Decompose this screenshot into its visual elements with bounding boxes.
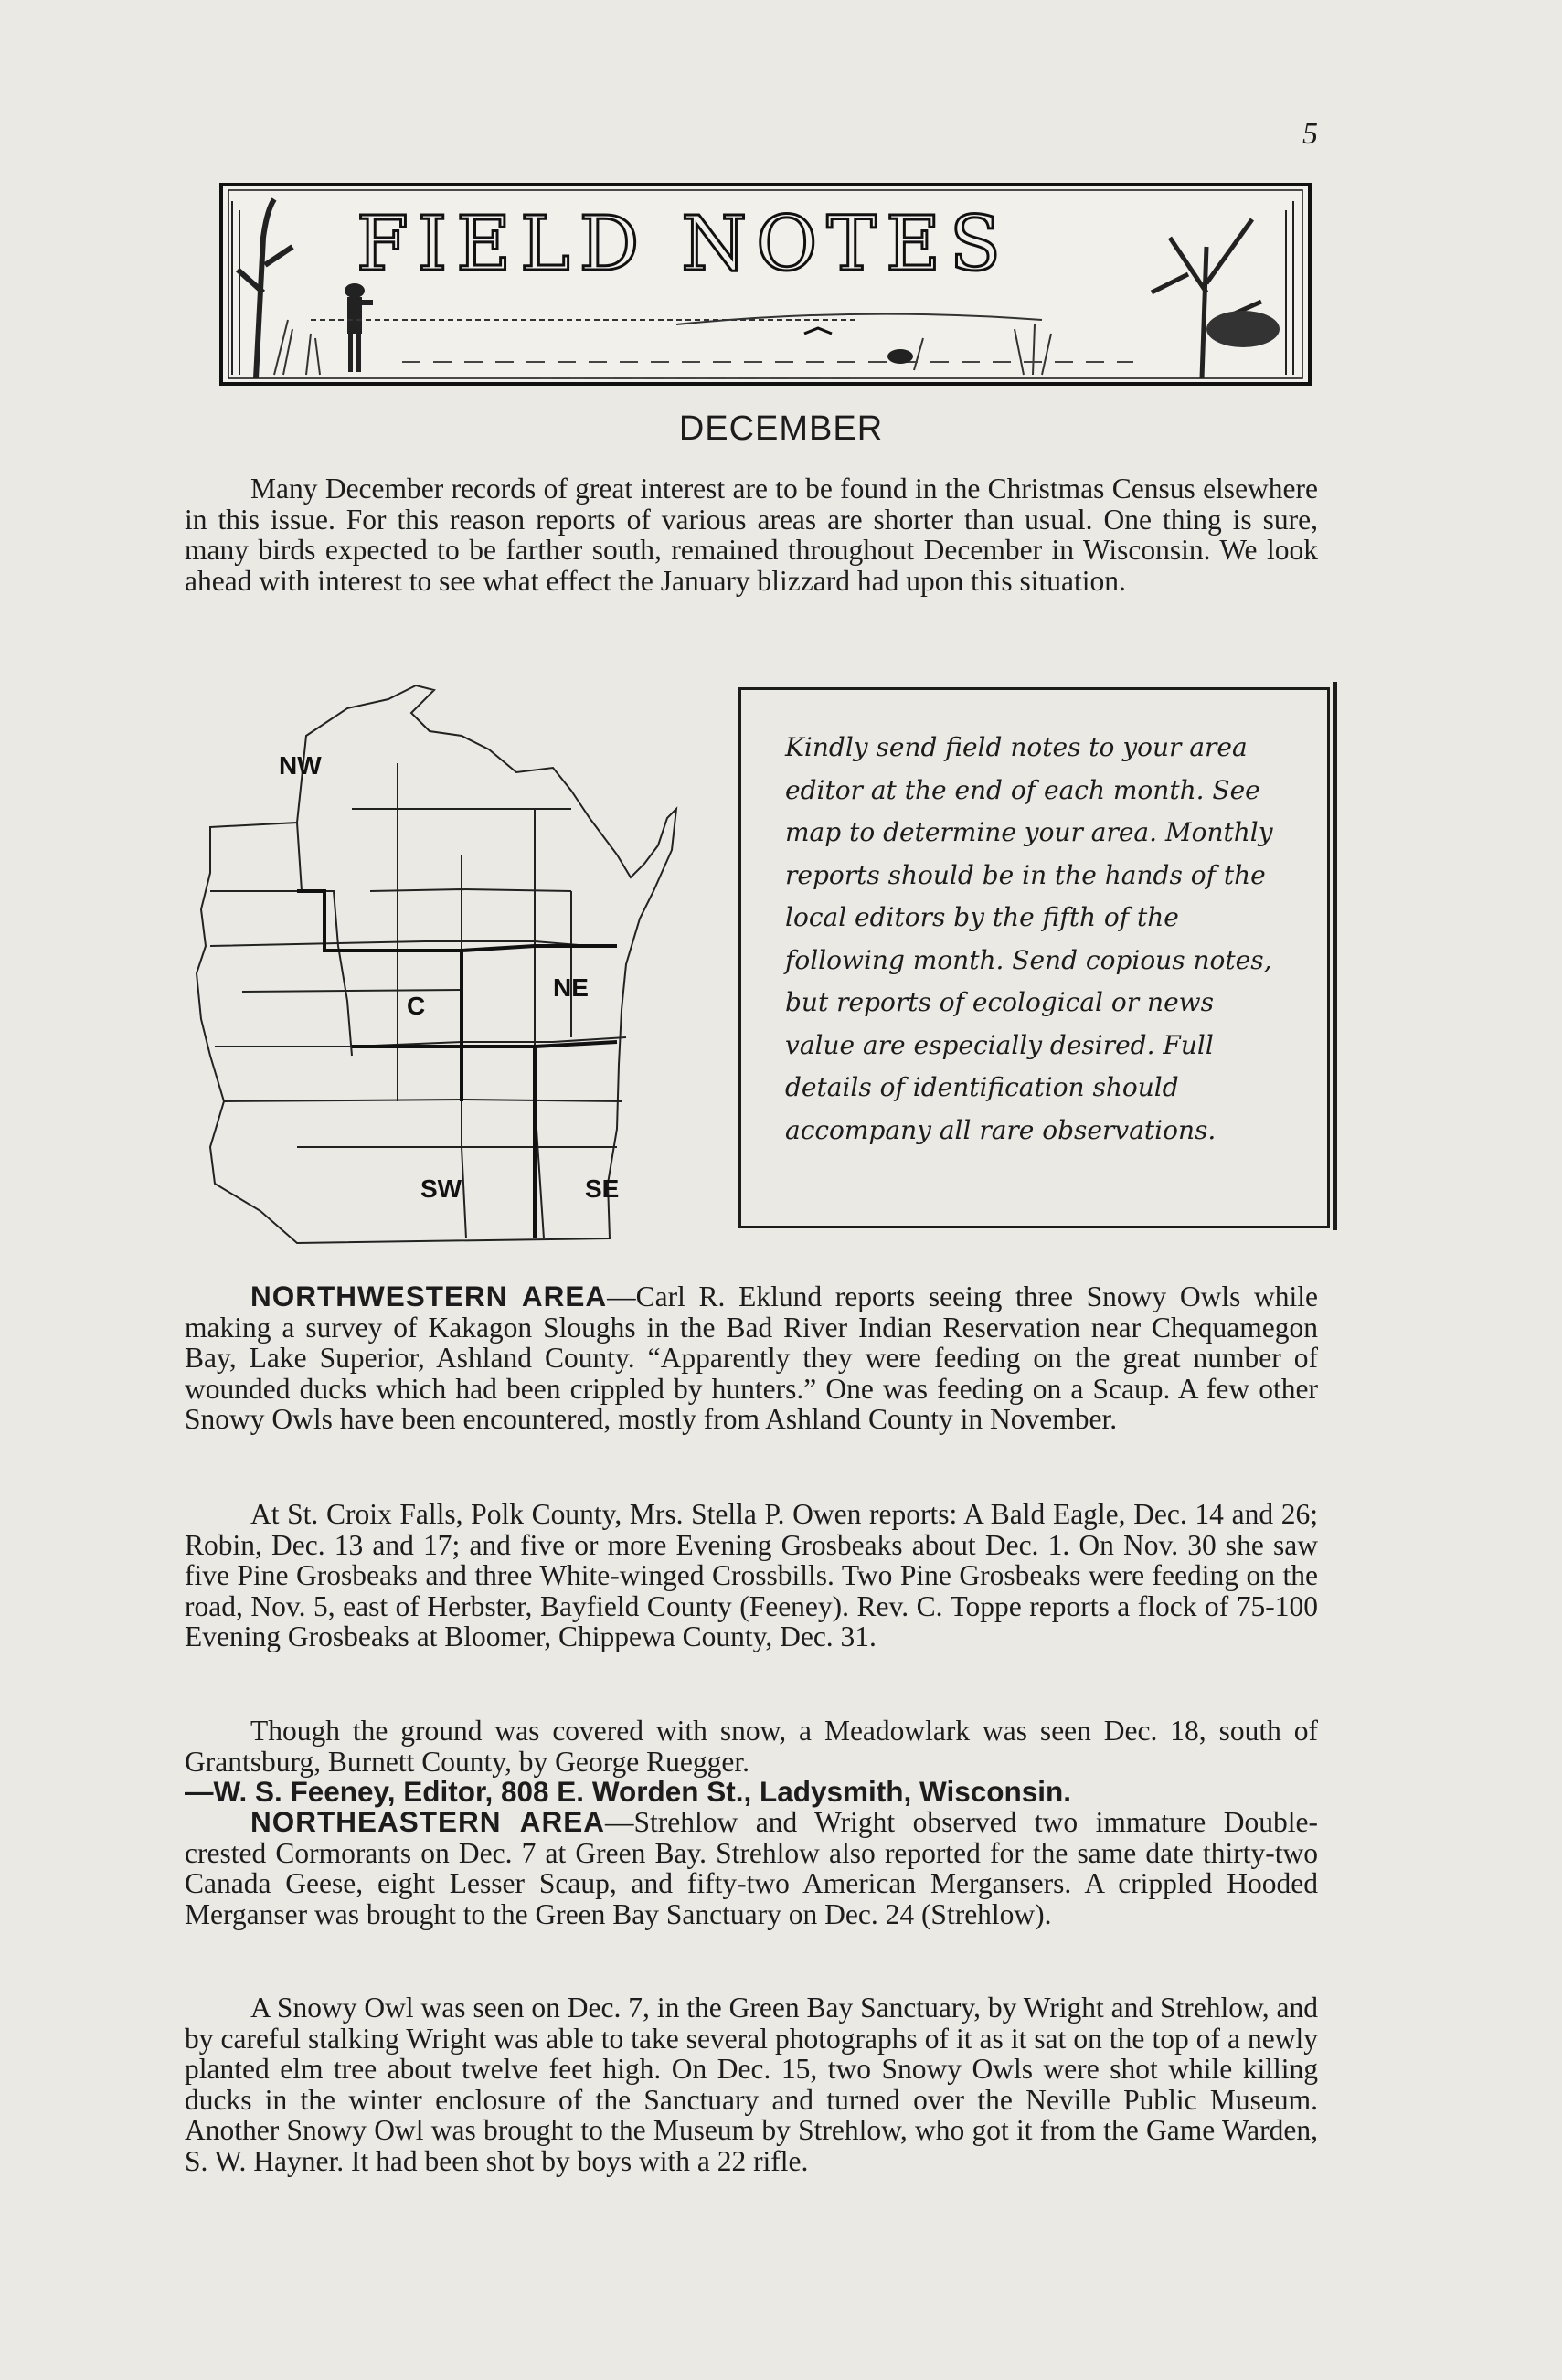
map-label-nw: NW	[279, 751, 322, 780]
northwestern-heading: NORTHWESTERN AREA	[250, 1280, 608, 1312]
northwestern-editor	[185, 1777, 1318, 1808]
northwestern-paragraph-2: At St. Croix Falls, Polk County, Mrs. Stella P. Owen reports: A Bald Eagle, Dec. 14 and 26; Robin, Dec. 13 and 17; and five or more Evening Grosbeaks about Dec. 1. On Nov. 30 she saw five Pine Grosbeaks and three White-winged Crossbills. Two Pine Grosbeaks were feeding on the road, Nov. 5, east of Herbster, Bayfield County (Feeney). Rev. C. Toppe reports a flock of 75-100 Evening Grosbeaks at Bloomer, Chippewa County, Dec. 31.	[185, 1498, 1318, 1652]
wisconsin-area-map	[187, 672, 736, 1257]
map-label-c: C	[407, 992, 426, 1020]
month-heading: DECEMBER	[678, 409, 884, 448]
notice-box	[738, 687, 1330, 1228]
northwestern-editor-text: —W. S. Feeney, Editor, 808 E. Worden St., Ladysmith, Wisconsin.	[185, 1775, 1072, 1808]
northeastern-text-1: —Strehlow and Wright observed two immature Double-crested Cormorants on Dec. 7 at Green Bay. Strehlow also reported for the same date thirty-two Canada Geese, eight Lesser Scaup, and fifty-two American Mergansers. A crippled Hooded Merganser was brought to the Green Bay Sanctuary on Dec. 24 (Strehlow).	[185, 1806, 1319, 1930]
northeastern-heading: NORTHEASTERN AREA	[250, 1805, 605, 1838]
map-label-sw: SW	[420, 1174, 462, 1203]
notice-text: Kindly send field notes to your area editor at the end of each month. See map to determine your area. Monthly reports should be in the hands of the local editors by the fifth of the following month. Send copious notes, but reports of ecological or news value are especially desired. Full details of identification should accompany all rare observations.	[785, 732, 1273, 1145]
banner-title: FIELD NOTES	[356, 201, 1011, 288]
northeastern-paragraph-1	[185, 1807, 1318, 1929]
northeastern-paragraph-2: A Snowy Owl was seen on Dec. 7, in the Green Bay Sanctuary, by Wright and Strehlow, and by careful stalking Wright was able to take several photographs of it as it sat on the top of a newly planted elm tree about twelve feet high. On Dec. 15, two Snowy Owls were shot while killing ducks in the winter enclosure of the Sanctuary and turned over the Neville Public Museum. Another Snowy Owl was brought to the Museum by Strehlow, who got it from the Game Warden, S. W. Hayner. It had been shot by boys with a 22 rifle.	[185, 1992, 1318, 2177]
intro-paragraph: Many December records of great interest are to be found in the Christmas Census elsewhere in this issue. For this reason reports of various areas are shorter than usual. One thing is sure, many birds expected to be farther south, remained throughout December in Wisconsin. We look ahead with interest to see what effect the January blizzard had upon this situation.	[185, 473, 1318, 597]
field-notes-banner	[219, 183, 1312, 386]
northwestern-paragraph-1	[185, 1281, 1318, 1435]
map-label-se: SE	[585, 1174, 620, 1203]
northwestern-paragraph-3: Though the ground was covered with snow, a Meadowlark was seen Dec. 18, south of Grantsburg, Burnett County, by George Ruegger.	[185, 1715, 1318, 1778]
page-number: 5	[1302, 117, 1318, 151]
northwestern-text-1: —Carl R. Eklund reports seeing three Snowy Owls while making a survey of Kakagon Sloughs in the Bad River Indian Reservation near Chequamegon Bay, Lake Superior, Ashland County. “Apparently they were feeding on the great number of wounded ducks which had been crippled by hunters.” One was feeding on a Scaup. A few other Snowy Owls have been encountered, mostly from Ashland County in November.	[185, 1280, 1319, 1435]
map-label-ne: NE	[553, 973, 589, 1002]
